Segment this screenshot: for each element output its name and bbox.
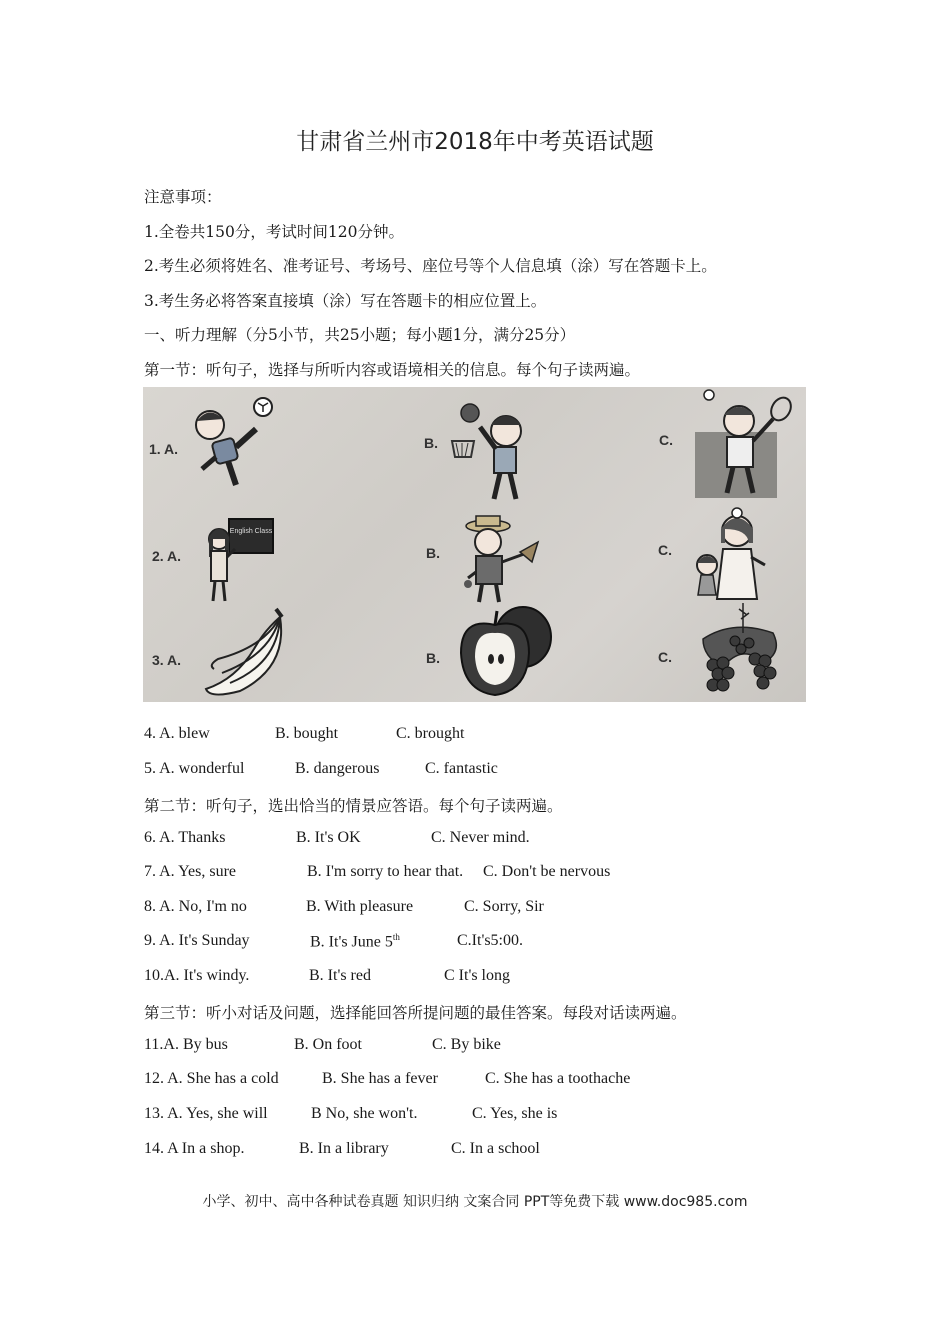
q11-option-c: C. By bike — [432, 1036, 501, 1053]
mother-daughter-picture — [693, 507, 773, 607]
pic-label-1c: C. — [659, 432, 673, 448]
q8-option-b: B. With pleasure — [306, 898, 414, 915]
teacher-picture — [205, 515, 277, 605]
q11-option-a: 11.A. By bus — [144, 1036, 228, 1053]
q4-option-b: B. bought — [275, 725, 339, 742]
pic-label-3c: C. — [658, 649, 672, 665]
apples-picture — [455, 597, 555, 697]
q12-option-c: C. She has a toothache — [485, 1070, 631, 1087]
q10-option-b: B. It's red — [309, 967, 371, 984]
section3-heading: 第三节：听小对话及问题，选择能回答所提问题的最佳答案。每段对话读两遍。 — [144, 1004, 687, 1022]
q10-option-c: C It's long — [444, 967, 510, 984]
q6-option-c: C. Never mind. — [431, 829, 530, 846]
q9-option-a: 9. A. It's Sunday — [144, 932, 250, 949]
q12-option-b: B. She has a fever — [322, 1070, 438, 1087]
basketball-boy-picture — [448, 401, 543, 506]
q7-option-a: 7. A. Yes, sure — [144, 863, 237, 880]
q9-option-c: C.It's5:00. — [457, 932, 523, 949]
q4-option-c: C. brought — [396, 725, 465, 742]
grapes-picture — [693, 599, 793, 701]
pic-label-2c: C. — [658, 542, 672, 558]
q12-option-a: 12. A. She has a cold — [144, 1070, 279, 1087]
note-1: 1.全卷共150分，考试时间120分钟。 — [144, 223, 404, 241]
q6-option-a: 6. A. Thanks — [144, 829, 226, 846]
blackboard-text: English Class — [229, 528, 273, 535]
q4-option-a: 4. A. blew — [144, 725, 210, 742]
q14-option-b: B. In a library — [299, 1140, 389, 1157]
farmer-boy-picture — [458, 512, 543, 607]
football-boy-picture — [188, 395, 278, 495]
page-footer: 小学、初中、高中各种试卷真题 知识归纳 文案合同 PPT等免费下载 www.doc985.com — [202, 1194, 748, 1210]
q7-option-b: B. I'm sorry to hear that. — [307, 863, 464, 880]
q8-option-a: 8. A. No, I'm no — [144, 898, 247, 915]
page-title: 甘肃省兰州市2018年中考英语试题 — [296, 129, 654, 155]
q5-option-a: 5. A. wonderful — [144, 760, 245, 777]
pic-label-1a: 1. A. — [149, 441, 179, 457]
pic-label-2b: B. — [426, 545, 440, 561]
q5-option-b: B. dangerous — [295, 760, 380, 777]
picture-questions-image — [143, 387, 806, 702]
badminton-girl-picture — [695, 387, 805, 502]
pic-label-1b: B. — [424, 435, 438, 451]
q8-option-c: C. Sorry, Sir — [464, 898, 544, 915]
q10-option-a: 10.A. It's windy. — [144, 967, 250, 984]
q9-option-b-text: B. It's June 5 — [310, 933, 393, 951]
pic-label-3a: 3. A. — [152, 652, 182, 668]
note-2: 2.考生必须将姓名、准考证号、考场号、座位号等个人信息填（涂）写在答题卡上。 — [144, 257, 717, 275]
q7-option-c: C. Don't be nervous — [483, 863, 611, 880]
bananas-picture — [198, 605, 298, 701]
part1-heading: 一、听力理解（分5小节，共25小题；每小题1分，满分25分） — [144, 326, 576, 344]
q13-option-b: B No, she won't. — [311, 1105, 418, 1122]
q11-option-b: B. On foot — [294, 1036, 362, 1053]
pic-label-2a: 2. A. — [152, 548, 182, 564]
q5-option-c: C. fantastic — [425, 760, 498, 777]
q13-option-a: 13. A. Yes, she will — [144, 1105, 268, 1122]
q14-option-c: C. In a school — [451, 1140, 540, 1157]
section2-heading: 第二节：听句子，选出恰当的情景应答语。每个句子读两遍。 — [144, 797, 563, 815]
section1-heading: 第一节：听句子，选择与所听内容或语境相关的信息。每个句子读两遍。 — [144, 361, 641, 379]
q6-option-b: B. It's OK — [296, 829, 361, 846]
notes-heading: 注意事项： — [144, 188, 222, 206]
q9-option-b-superscript: th — [392, 932, 400, 942]
q9-option-b — [310, 932, 400, 951]
q13-option-c: C. Yes, she is — [472, 1105, 558, 1122]
q14-option-a: 14. A In a shop. — [144, 1140, 245, 1157]
pic-label-3b: B. — [426, 650, 440, 666]
note-3: 3.考生务必将答案直接填（涂）写在答题卡的相应位置上。 — [144, 292, 547, 310]
